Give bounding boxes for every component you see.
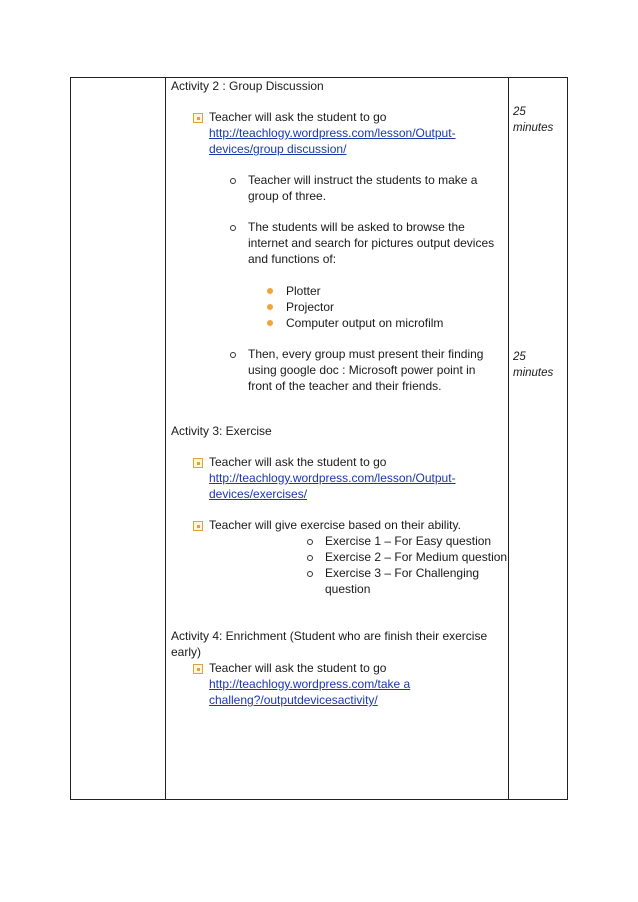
activity3-instruction: Teacher will ask the student to go: [209, 455, 387, 469]
sub-bullet-icon: [230, 225, 236, 231]
activity4-heading: Activity 4: Enrichment (Student who are finish their exercise: [171, 629, 488, 643]
sub-bullet-icon: [307, 555, 313, 561]
time-value: 25: [513, 106, 526, 118]
activity2-instruction: Teacher will ask the student to go: [209, 110, 387, 124]
activity2-sub1-line2: group of three.: [248, 189, 327, 203]
time-value: 25: [513, 351, 526, 363]
activity3-link-cont[interactable]: devices/exercises/: [209, 487, 308, 501]
activity4-heading-cont: early): [171, 645, 202, 659]
column-divider-right: [508, 78, 509, 799]
list-item: Projector: [286, 300, 335, 314]
exercise-item: Exercise 1 – For Easy question: [325, 534, 492, 548]
activity2-link-cont[interactable]: devices/group discussion/: [209, 142, 347, 156]
activity3-heading: Activity 3: Exercise: [171, 424, 272, 438]
time-unit: minutes: [513, 367, 554, 379]
list-item: Plotter: [286, 284, 321, 298]
activity4-instruction: Teacher will ask the student to go: [209, 661, 387, 675]
bullet-icon: [193, 458, 203, 468]
bullet-icon: [193, 521, 203, 531]
activity2-sub2-line3: and functions of:: [248, 252, 337, 266]
sub-bullet-icon: [230, 178, 236, 184]
time-unit: minutes: [513, 122, 554, 134]
list-dot-icon: [267, 288, 273, 294]
activity2-sub3-line1: Then, every group must present their finding: [248, 347, 484, 361]
list-item: Computer output on microfilm: [286, 316, 444, 330]
exercise-item: Exercise 2 – For Medium question: [325, 550, 508, 564]
activity4-link-cont[interactable]: challeng?/outputdevicesactivity/: [209, 693, 378, 707]
activity2-heading: Activity 2 : Group Discussion: [171, 79, 324, 93]
exercise-item-cont: question: [325, 582, 371, 596]
activity2-sub1-line1: Teacher will instruct the students to make a: [248, 173, 478, 187]
column-divider-left: [165, 78, 166, 799]
sub-bullet-icon: [307, 571, 313, 577]
activity3-link[interactable]: http://teachlogy.wordpress.com/lesson/Output-: [209, 471, 456, 485]
activity4-link[interactable]: http://teachlogy.wordpress.com/take a: [209, 677, 411, 691]
bullet-icon: [193, 664, 203, 674]
activity3-exercise-note: Teacher will give exercise based on their ability.: [209, 518, 461, 532]
sub-bullet-icon: [307, 539, 313, 545]
list-dot-icon: [267, 304, 273, 310]
activity2-sub3-line3: front of the teacher and their friends.: [248, 379, 442, 393]
activity2-sub2-line1: The students will be asked to browse the: [248, 220, 465, 234]
activity2-sub2-line2: internet and search for pictures output devices: [248, 236, 495, 250]
activity2-sub3-line2: using google doc : Microsoft power point in: [248, 363, 476, 377]
bullet-icon: [193, 113, 203, 123]
list-dot-icon: [267, 320, 273, 326]
sub-bullet-icon: [230, 352, 236, 358]
activity2-link[interactable]: http://teachlogy.wordpress.com/lesson/Output-: [209, 126, 456, 140]
exercise-item: Exercise 3 – For Challenging: [325, 566, 480, 580]
